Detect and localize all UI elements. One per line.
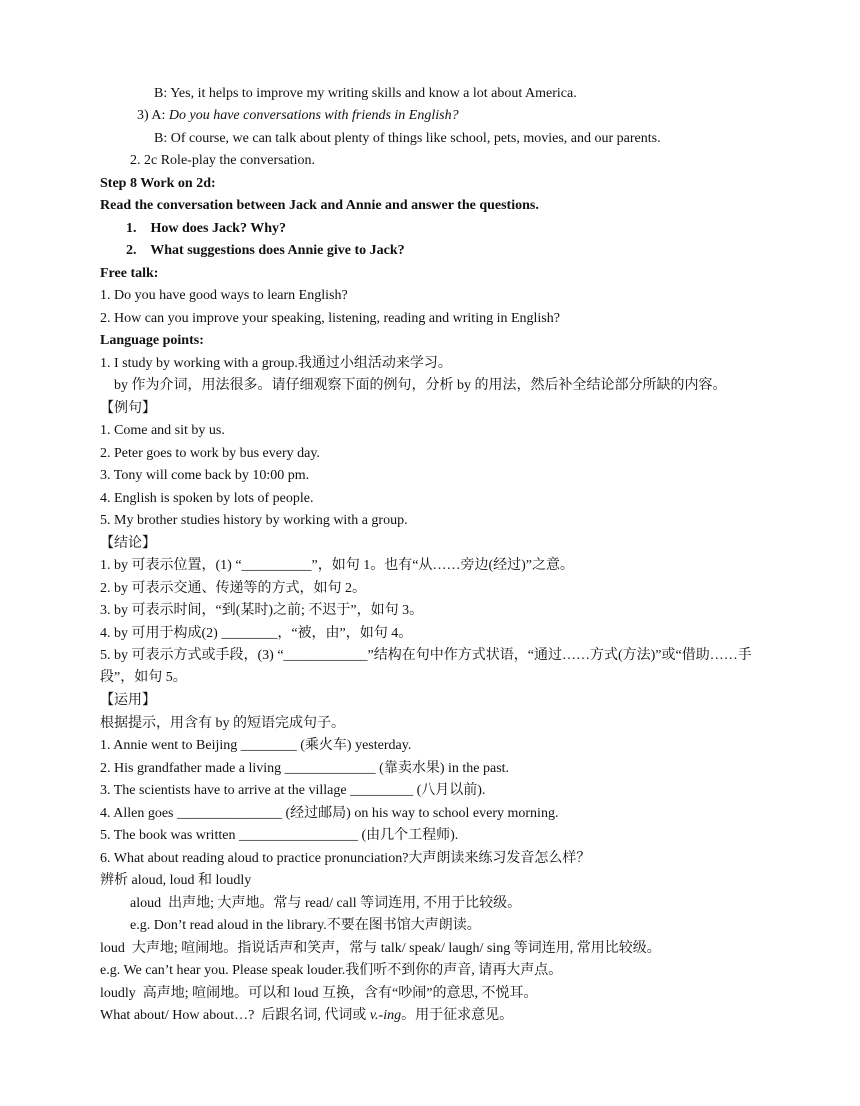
language-point-1: 1. I study by working with a group.我通过小组活动来学习。 xyxy=(100,356,452,371)
example-2: 2. Peter goes to work by bus every day. xyxy=(100,446,320,461)
language-points-heading: Language points: xyxy=(100,333,204,348)
distinction-heading: 辨析 aloud, loud 和 loudly xyxy=(100,873,252,888)
aloud-definition: aloud 出声地; 大声地。常与 read/ call 等词连用, 不用于比较级。 xyxy=(130,896,522,911)
example-1: 1. Come and sit by us. xyxy=(100,423,225,438)
by-usage-note: by 作为介词，用法很多。请仔细观察下面的例句，分析 by 的用法，然后补全结论部分所缺的内容。 xyxy=(114,378,727,393)
loud-definition: loud 大声地; 喧闹地。指说话声和笑声，常与 talk/ speak/ laugh/ sing 等词连用, 常用比较级。 xyxy=(100,941,661,956)
example-4: 4. English is spoken by lots of people. xyxy=(100,491,314,506)
practice-item-4: 4. Allen goes _______________ (经过邮局) on his way to school every morning. xyxy=(100,806,559,821)
what-about-purpose: 。用于征求意见。 xyxy=(401,1008,514,1023)
loud-example: e.g. We can’t hear you. Please speak louder.我们听不到你的声音, 请再大声点。 xyxy=(100,963,563,978)
conclusion-3: 3. by 可表示时间，“到(某时)之前; 不迟于”，如句 3。 xyxy=(100,603,424,618)
practice-item-1: 1. Annie went to Beijing ________ (乘火车) yesterday. xyxy=(100,738,412,753)
question-2: 2. What suggestions does Annie give to Jack? xyxy=(126,243,405,258)
conclusion-4: 4. by 可用于构成(2) ________，“被，由”，如句 4。 xyxy=(100,626,413,641)
what-about-text: What about/ How about…? 后跟名词, 代词或 xyxy=(100,1008,370,1023)
dialogue-line-a3 xyxy=(137,105,459,127)
conclusion-heading: 【结论】 xyxy=(100,536,156,551)
aloud-example: e.g. Don’t read aloud in the library.不要在图书馆大声朗读。 xyxy=(130,918,481,933)
dialogue-line-b1: B: Yes, it helps to improve my writing skills and know a lot about America. xyxy=(154,86,577,101)
practice-item-5: 5. The book was written _________________ (由几个工程师). xyxy=(100,828,459,843)
dialogue-question: Do you have conversations with friends in English? xyxy=(168,108,459,123)
step-heading: Step 8 Work on 2d: xyxy=(100,176,216,191)
practice-item-3: 3. The scientists have to arrive at the village _________ (八月以前). xyxy=(100,783,486,798)
step-instruction: Read the conversation between Jack and Annie and answer the questions. xyxy=(100,198,539,213)
examples-heading: 【例句】 xyxy=(100,401,156,416)
what-about-note xyxy=(100,1005,513,1027)
loudly-definition: loudly 高声地; 喧闹地。可以和 loud 互换，含有“吵闹”的意思, 不悦耳。 xyxy=(100,986,538,1001)
example-3: 3. Tony will come back by 10:00 pm. xyxy=(100,468,310,483)
conclusion-2: 2. by 可表示交通、传递等的方式，如句 2。 xyxy=(100,581,366,596)
free-talk-item-1: 1. Do you have good ways to learn English? xyxy=(100,288,348,303)
example-5: 5. My brother studies history by working with a group. xyxy=(100,513,408,528)
roleplay-instruction: 2. 2c Role-play the conversation. xyxy=(130,153,316,168)
conclusion-1: 1. by 可表示位置，(1) “__________”，如句 1。也有“从……旁边(经过)”之意。 xyxy=(100,558,575,573)
practice-item-2: 2. His grandfather made a living _____________ (靠卖水果) in the past. xyxy=(100,761,510,776)
conclusion-5: 5. by 可表示方式或手段，(3) “____________”结构在句中作方式状语，“通过……方式(方法)”或“借助……手段”，如句 5。 xyxy=(100,648,752,686)
free-talk-item-2: 2. How can you improve your speaking, listening, reading and writing in English? xyxy=(100,311,560,326)
dialogue-line-b3: B: Of course, we can talk about plenty of things like school, pets, movies, and our parents. xyxy=(154,131,661,146)
v-ing-term: v.-ing xyxy=(369,1008,402,1023)
language-point-6: 6. What about reading aloud to practice pronunciation?大声朗读来练习发音怎么样？ xyxy=(100,851,591,866)
dialogue-label: 3) A: xyxy=(137,108,169,123)
practice-instruction: 根据提示，用含有 by 的短语完成句子。 xyxy=(100,716,345,731)
practice-heading: 【运用】 xyxy=(100,693,156,708)
free-talk-heading: Free talk: xyxy=(100,266,159,281)
question-1: 1. How does Jack? Why? xyxy=(126,221,286,236)
